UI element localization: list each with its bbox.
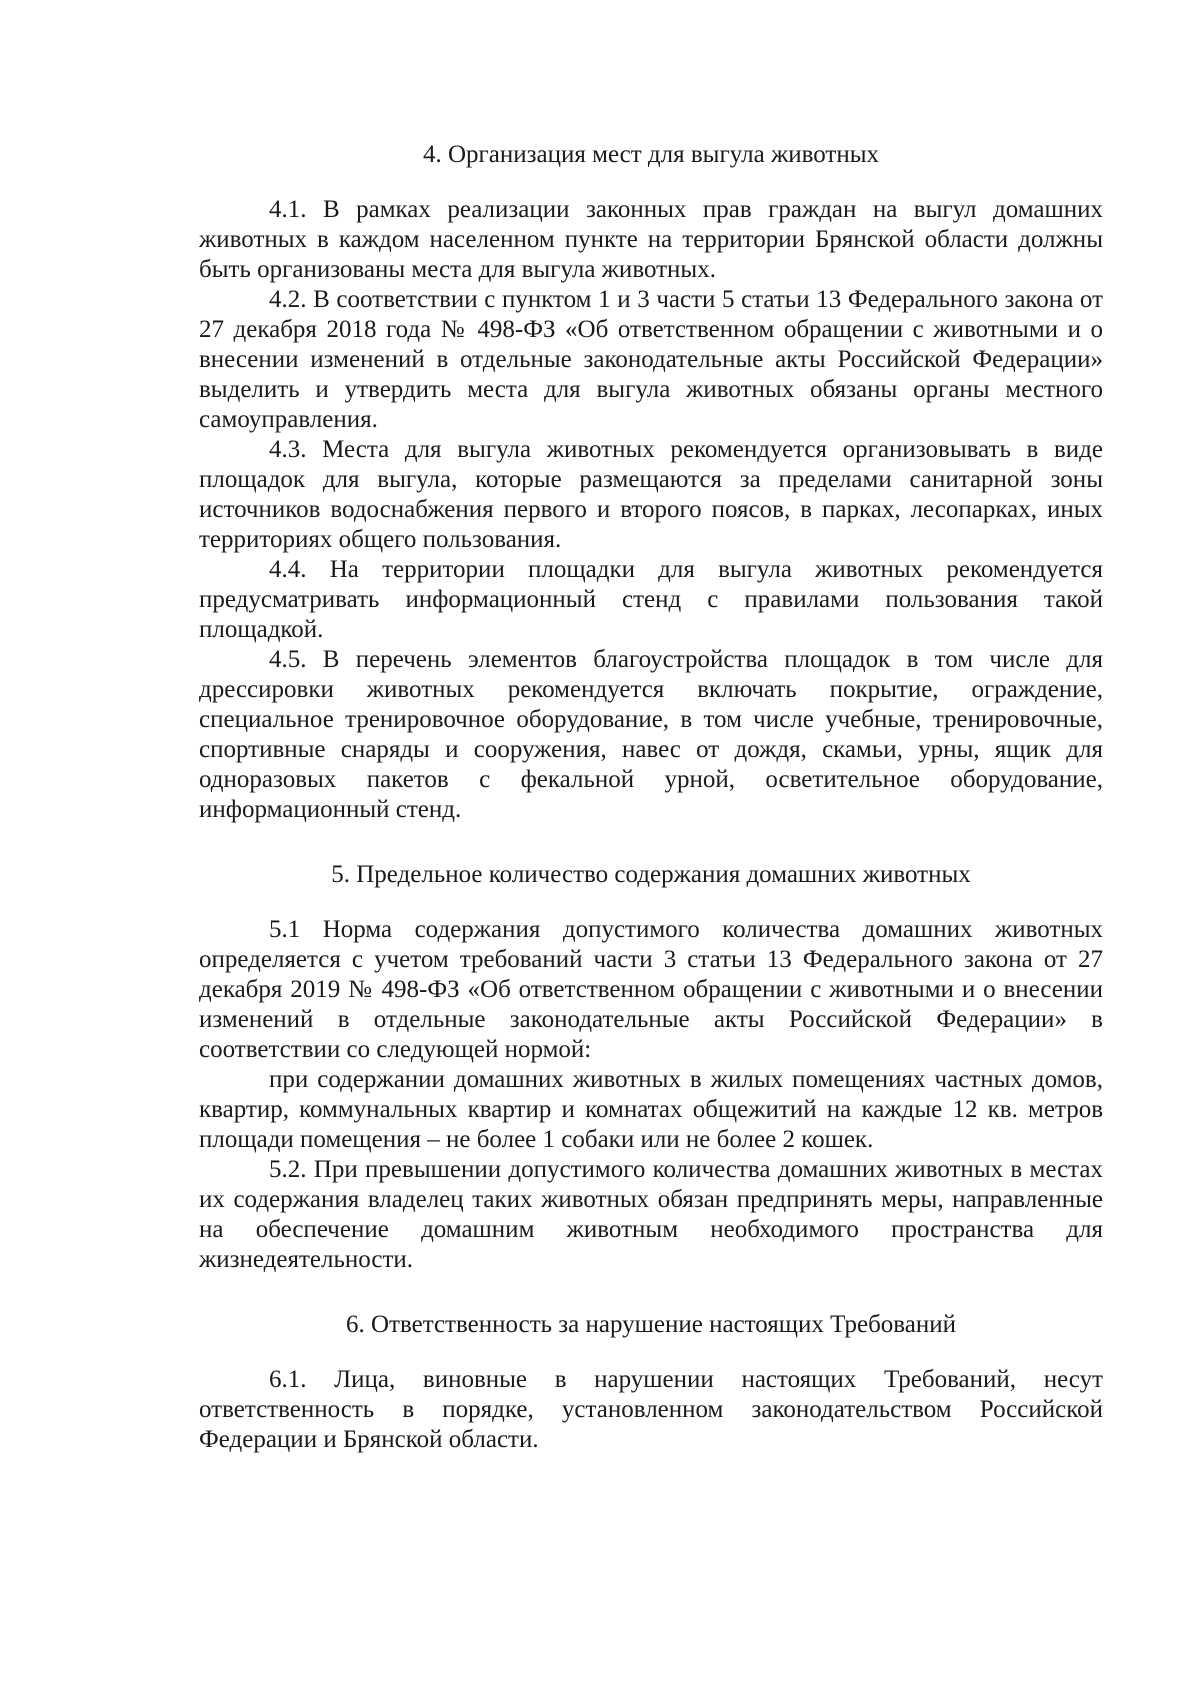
- section-6: [199, 1310, 1103, 1455]
- paragraph-5-1-norm: при содержании домашних животных в жилых помещениях частных домов, квартир, коммунальных квартир и комнатах общежитий на каждые 12 кв. метров площади помещения – не более 1 собаки или не более 2 кошек.: [199, 1066, 1103, 1153]
- section-title: 4. Организация мест для выгула животных: [422, 141, 880, 168]
- section-title: 5. Предельное количество содержания домашних животных: [331, 861, 971, 888]
- paragraph-4-3: 4.3. Места для выгула животных рекомендуется организовывать в виде площадок для выгула, которые размещаются за пределами санитарной зоны источников водоснабжения первого и второго поясов, в парках, лесопарках, иных территориях общего пользования.: [199, 436, 1103, 553]
- section-4: [199, 140, 1103, 825]
- paragraph-5-2: 5.2. При превышении допустимого количества домашних животных в местах их содержания владелец таких животных обязан предпринять меры, направленные на обеспечение домашним животным необходимого пространства для жизнедеятельности.: [199, 1156, 1103, 1273]
- paragraph-4-1: 4.1. В рамках реализации законных прав граждан на выгул домашних животных в каждом населенном пункте на территории Брянской области должны быть организованы места для выгула животных.: [199, 196, 1103, 283]
- section-title: 6. Ответственность за нарушение настоящих Требований: [345, 1311, 957, 1338]
- paragraph-6-1: 6.1. Лица, виновные в нарушении настоящих Требований, несут ответственность в порядке, установленном законодательством Российской Федерации и Брянской области.: [199, 1366, 1103, 1453]
- section-5: [199, 860, 1103, 1275]
- document-body: [199, 140, 1103, 1455]
- paragraph-5-1: 5.1 Норма содержания допустимого количества домашних животных определяется с учетом требований части 3 статьи 13 Федерального закона от 27 декабря 2019 № 498-ФЗ «Об ответственном обращении с животными и о внесении изменений в отдельные законодательные акты Российской Федерации» в соответствии со следующей нормой:: [199, 916, 1103, 1063]
- paragraph-4-5: 4.5. В перечень элементов благоустройства площадок в том числе для дрессировки животных рекомендуется включать покрытие, ограждение, специальное тренировочное оборудование, в том числе учебные, тренировочные, спортивные снаряды и сооружения, навес от дождя, скамьи, урны, ящик для одноразовых пакетов с фекальной урной, осветительное оборудование, информационный стенд.: [199, 646, 1103, 823]
- paragraph-4-2: 4.2. В соответствии с пунктом 1 и 3 части 5 статьи 13 Федерального закона от 27 декабря 2018 года № 498-ФЗ «Об ответственном обращении с животными и о внесении изменений в отдельные законодательные акты Российской Федерации» выделить и утвердить места для выгула животных обязаны органы местного самоуправления.: [199, 286, 1103, 433]
- paragraph-4-4: 4.4. На территории площадки для выгула животных рекомендуется предусматривать информационный стенд с правилами пользования такой площадкой.: [199, 556, 1103, 643]
